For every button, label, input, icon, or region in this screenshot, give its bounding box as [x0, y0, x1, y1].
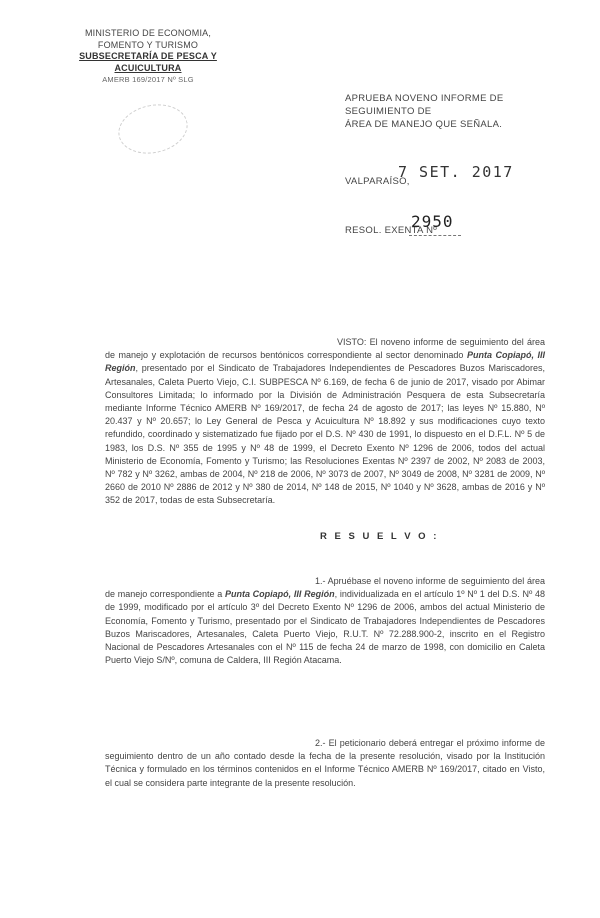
resuelvo-heading: R E S U E L V O :: [320, 531, 439, 542]
point-1-sector: Punta Copiapó, III Región: [224, 589, 335, 600]
ministry-name: MINISTERIO DE ECONOMIA,: [84, 28, 212, 38]
visto-body: , presentado por el Sindicato de Trabajadores Independientes de Pescadores Buzos Mariscadores, Artesanales, Caleta Puerto Viejo, C.I. SUBPESCA Nº 6.169, de fecha 6 de junio de 2017, visado por Abimar Consultores Limitada; lo informado por la División de Administración Pesquera de esta Subsecretaría mediante Informe Técnico AMERB Nº 169/2017, de fecha 24 de agosto de 2017; las leyes Nº 15.880, Nº 20.437 y Nº 20.657; lo Ley General de Pesca y Acuicultura Nº 18.892 y sus modificaciones cuyo texto refundido, coordinado y sistematizado fue fijado por el D.S. Nº 430 de 1991, lo dispuesto en el D.F.L. Nº 5 de 1983, los D.S. Nº 355 de 1995 y Nº 48 de 1999, el Decreto Exento Nº 1296 de 2006, todos del actual Ministerio de Economía, Fomento y Turismo; las Resoluciones Exentas Nº 2397 de 2002, Nº 2083 de 2003, Nº 782 y Nº 3262, ambas de 2004, Nº 218 de 2006, Nº 3073 de 2007, Nº 3049 de 2008, Nº 3281 de 2009, Nº 2660 de 2010 Nº 2886 de 2012 y Nº 380 de 2014, Nº 148 de 2015, Nº 1040 y Nº 3628, ambas de 2016 y Nº 352 de 2017, todas de esta Subsecretaría.: [105, 363, 545, 506]
resolution-underline: [409, 235, 461, 236]
issue-date: 7 SET. 2017: [398, 163, 514, 181]
visto-sector: Punta Copiapó, III Región: [105, 350, 545, 374]
ministry-subtitle: FOMENTO Y TURISMO: [97, 39, 199, 50]
office-stamp: [114, 98, 192, 160]
resolution-point-1: [105, 575, 545, 667]
document-reference: AMERB 169/2017 Nº SLG: [102, 75, 194, 84]
subject-line-2: ÁREA DE MANEJO QUE SEÑALA.: [345, 119, 503, 130]
undersecretariat-name: SUBSECRETARÍA DE PESCA Y ACUICULTURA: [79, 51, 217, 73]
point-1-lead: 1.- Apruébase el noveno informe de seguimiento del área de manejo correspondiente a: [105, 576, 545, 600]
resolution-label: RESOL. EXENTA Nº: [345, 225, 438, 236]
visto-lead: VISTO: El noveno informe de seguimiento del área de manejo y explotación de recursos bentónicos correspondiente al sector denominado: [105, 337, 545, 361]
place-label: VALPARAÍSO,: [345, 176, 410, 187]
resolution-number: 2950: [411, 212, 454, 231]
resolution-point-2: 2.- El peticionario deberá entregar el próximo informe de seguimiento dentro de un año contado desde la fecha de la presente resolución, visado por la Institución Técnica y formulado en los términos contenidos en el Informe Técnico AMERB Nº 169/2017, citado en Visto, el cual se considera parte integrante de la presente resolución.: [105, 738, 545, 788]
document-subject: [345, 92, 545, 131]
point-1-body: , individualizada en el artículo 1º Nº 1 del D.S. Nº 48 de 1999, modificado por el artículo 3º del Decreto Exento Nº 1296 de 2006, ambos del actual Ministerio de Economía, Fomento y Turismo, presentado por el Sindicato de Trabajadores Independientes de Pescadores Buzos Mariscadores, Artesanales, Caleta Puerto Viejo, R.U.T. Nº 72.288.900-2, inscrito en el Registro Nacional de Pescadores Artesanales con el Nº 115 de fecha 24 de marzo de 1998, con domicilio en Caleta Puerto Viejo S/Nº, comuna de Caldera, III Región Atacama.: [105, 589, 545, 666]
subject-line-1: APRUEBA NOVENO INFORME DE SEGUIMIENTO DE: [345, 93, 504, 117]
visto-paragraph: [105, 336, 545, 508]
letterhead: [58, 28, 238, 86]
